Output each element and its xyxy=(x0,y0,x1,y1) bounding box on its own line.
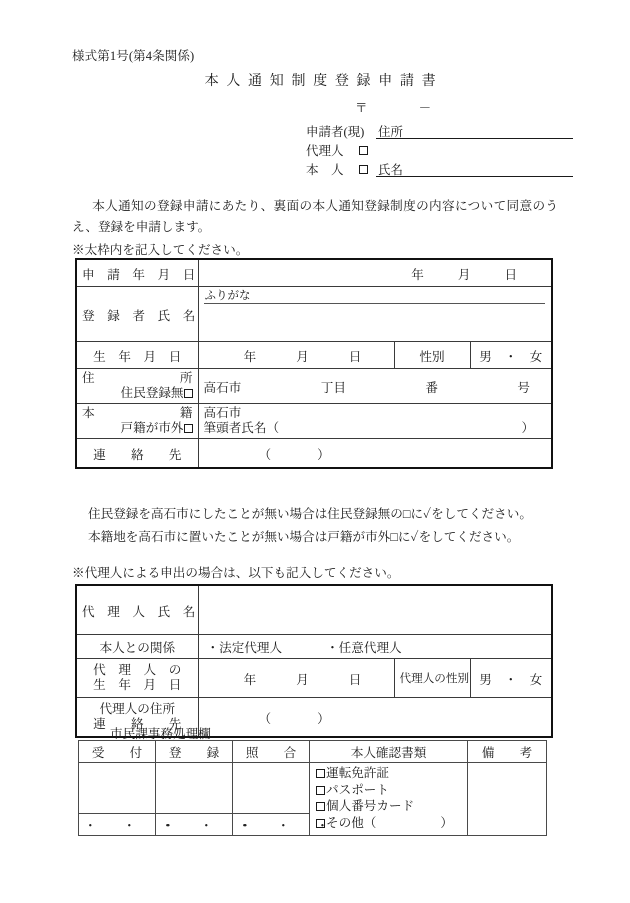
postal-dash: － xyxy=(418,101,432,115)
office-dots-registration[interactable]: ・ ・ ・ xyxy=(156,814,233,836)
application-date-input[interactable] xyxy=(198,259,552,287)
relation-options[interactable] xyxy=(198,635,552,659)
agent-contact-input[interactable] xyxy=(198,698,552,738)
year-unit: 年 xyxy=(243,672,257,687)
applicant-label: 申請者(現) xyxy=(306,125,365,139)
id-option-label: その他（ xyxy=(326,815,377,830)
id-option-label: パスポート xyxy=(326,782,389,797)
paren-open: （ xyxy=(258,711,272,726)
applicant-address-row xyxy=(306,123,573,142)
address-chome: 丁目 xyxy=(320,380,346,395)
honseki-input[interactable] xyxy=(198,404,552,439)
table-row xyxy=(76,342,552,369)
day-unit: 日 xyxy=(504,267,518,282)
intro-note: ※太枠内を記入してください。 xyxy=(72,243,249,257)
agent-birth-input[interactable] xyxy=(198,659,394,698)
my-number-card-checkbox[interactable] xyxy=(316,802,325,811)
agent-birth-label-line1: 代 理 人 の xyxy=(93,663,182,677)
application-date-label: 申 請 年 月 日 xyxy=(76,259,198,287)
honseki-label xyxy=(82,406,193,421)
table-row xyxy=(76,259,552,287)
table-row xyxy=(76,404,552,439)
agent-gender-label: 代理人の性別 xyxy=(394,659,470,698)
id-option-drivers-license[interactable] xyxy=(316,765,467,782)
agent-address-label-line1: 代理人の住所 xyxy=(99,702,176,716)
furigana-label: ふりがな xyxy=(204,290,251,302)
registrant-name-input[interactable] xyxy=(198,287,552,342)
office-header-remarks: 備 考 xyxy=(468,741,547,763)
office-dots-verification[interactable]: ・ ・ ・ xyxy=(233,814,310,836)
instruction-line-1: 住民登録を高石市にしたことが無い場合は住民登録無の□に✓をしてください。 xyxy=(88,507,532,521)
honseki-label-a: 本 xyxy=(82,406,95,420)
koseki-outside-row xyxy=(82,421,193,436)
instruction-line-2: 本籍地を高石市に置いたことが無い場合は戸籍が市外□に✓をしてください。 xyxy=(88,530,520,544)
month-unit: 月 xyxy=(457,267,471,282)
no-resident-reg-row xyxy=(82,386,193,401)
agent-checkbox-row xyxy=(306,142,573,161)
address-label-b: 所 xyxy=(179,371,193,385)
koseki-outside-checkbox[interactable] xyxy=(184,424,193,433)
id-option-my-number-card[interactable] xyxy=(316,798,467,815)
applicant-block xyxy=(306,123,573,180)
no-resident-reg-label: 住民登録無 xyxy=(120,386,184,400)
table-row xyxy=(76,287,552,342)
agent-address-label-line2: 連 絡 先 xyxy=(93,717,182,731)
id-option-label: 運転免許証 xyxy=(326,766,389,780)
relation-voluntary-option[interactable]: ・任意代理人 xyxy=(326,641,402,655)
office-header-id-documents: 本人確認書類 xyxy=(310,741,468,763)
agent-birth-label-line2: 生 年 月 日 xyxy=(93,678,182,692)
id-option-other-close: ） xyxy=(440,815,453,830)
office-cell-registration[interactable] xyxy=(156,763,233,814)
intro-paragraph xyxy=(72,196,558,238)
table-row xyxy=(76,369,552,404)
id-option-other[interactable] xyxy=(316,815,467,832)
name-label: 氏名 xyxy=(378,163,404,177)
agent-form-table xyxy=(75,584,553,738)
contact-input[interactable] xyxy=(198,439,552,469)
office-header-registration: 登 録 xyxy=(156,741,233,763)
table-row xyxy=(76,635,552,659)
office-section-label: 市民課事務処理欄 xyxy=(110,727,211,741)
head-of-family-close: ） xyxy=(521,421,535,435)
office-cell-reception[interactable] xyxy=(79,763,156,814)
drivers-license-checkbox[interactable] xyxy=(316,769,325,778)
applicant-address-field[interactable] xyxy=(376,123,573,139)
self-label: 本 人 xyxy=(306,163,344,177)
gender-options[interactable]: 男 ・ 女 xyxy=(470,342,552,369)
agent-name-label: 代 理 人 氏 名 xyxy=(76,585,198,635)
agent-gender-options[interactable]: 男 ・ 女 xyxy=(470,659,552,698)
agent-name-input[interactable] xyxy=(198,585,552,635)
form-number: 様式第1号(第4条関係) xyxy=(72,49,195,63)
honseki-label-b: 籍 xyxy=(179,406,193,420)
table-row xyxy=(76,585,552,635)
agent-checkbox[interactable] xyxy=(359,146,368,155)
self-checkbox[interactable] xyxy=(359,165,368,174)
address-city: 高石市 xyxy=(203,380,242,395)
year-unit: 年 xyxy=(243,349,257,364)
registrant-name-label: 登 録 者 氏 名 xyxy=(76,287,198,342)
agent-section-note: ※代理人による申出の場合は、以下も記入してください。 xyxy=(72,566,400,580)
postal-mark-icon: 〒 xyxy=(355,101,368,115)
furigana-underline xyxy=(204,303,546,304)
office-cell-verification[interactable] xyxy=(233,763,310,814)
intro-paragraph-text: 本人通知の登録申請にあたり、裏面の本人通知登録制度の内容について同意のうえ、登録を申請します。 xyxy=(72,199,558,234)
id-option-passport[interactable] xyxy=(316,782,467,799)
gender-label: 性別 xyxy=(394,342,470,369)
day-unit: 日 xyxy=(348,349,362,364)
postal-code-row xyxy=(355,98,570,116)
day-unit: 日 xyxy=(348,672,362,687)
passport-checkbox[interactable] xyxy=(316,786,325,795)
birth-date-input[interactable] xyxy=(198,342,394,369)
address-label-a: 住 xyxy=(82,371,95,385)
relation-legal-option[interactable]: ・法定代理人 xyxy=(206,641,283,655)
address-parts xyxy=(204,377,547,396)
office-processing-table xyxy=(78,740,547,836)
no-resident-reg-checkbox[interactable] xyxy=(184,389,193,398)
address-label xyxy=(82,371,193,386)
page-title xyxy=(0,70,630,90)
office-dots-reception[interactable]: ・ ・ ・ xyxy=(79,814,156,836)
address-go: 号 xyxy=(517,380,531,395)
head-of-family-label: 筆頭者氏名（ xyxy=(203,421,280,435)
address-input[interactable] xyxy=(198,369,552,404)
office-header-verification: 照 合 xyxy=(233,741,310,763)
main-form-table xyxy=(75,258,553,469)
honseki-row-label xyxy=(76,404,198,439)
id-option-label: 個人番号カード xyxy=(326,799,415,813)
year-unit: 年 xyxy=(411,267,424,282)
agent-birth-label xyxy=(76,659,198,698)
birth-date-label: 生 年 月 日 xyxy=(76,342,198,369)
address-row-label xyxy=(76,369,198,404)
paren-open: （ xyxy=(258,447,272,462)
address-label: 住所 xyxy=(378,125,404,139)
page-title-text: 本人通知制度登録申請書 xyxy=(204,74,444,89)
applicant-name-field[interactable] xyxy=(376,161,573,177)
contact-label: 連 絡 先 xyxy=(76,439,198,469)
head-of-family-row xyxy=(204,421,547,436)
relation-label: 本人との関係 xyxy=(76,635,198,659)
paren-close: ） xyxy=(317,447,330,462)
koseki-outside-label: 戸籍が市外 xyxy=(120,421,184,435)
office-header-reception: 受 付 xyxy=(79,741,156,763)
honseki-city: 高石市 xyxy=(203,406,242,420)
agent-label: 代理人 xyxy=(306,144,344,158)
address-ban: 番 xyxy=(425,380,438,395)
month-unit: 月 xyxy=(296,672,309,687)
table-row xyxy=(76,659,552,698)
office-cell-remarks[interactable] xyxy=(468,763,547,836)
table-header-row xyxy=(79,741,547,763)
paren-close: ） xyxy=(317,711,330,726)
month-unit: 月 xyxy=(296,349,309,364)
table-row xyxy=(79,763,547,814)
self-checkbox-row xyxy=(306,161,573,180)
table-row xyxy=(76,439,552,469)
